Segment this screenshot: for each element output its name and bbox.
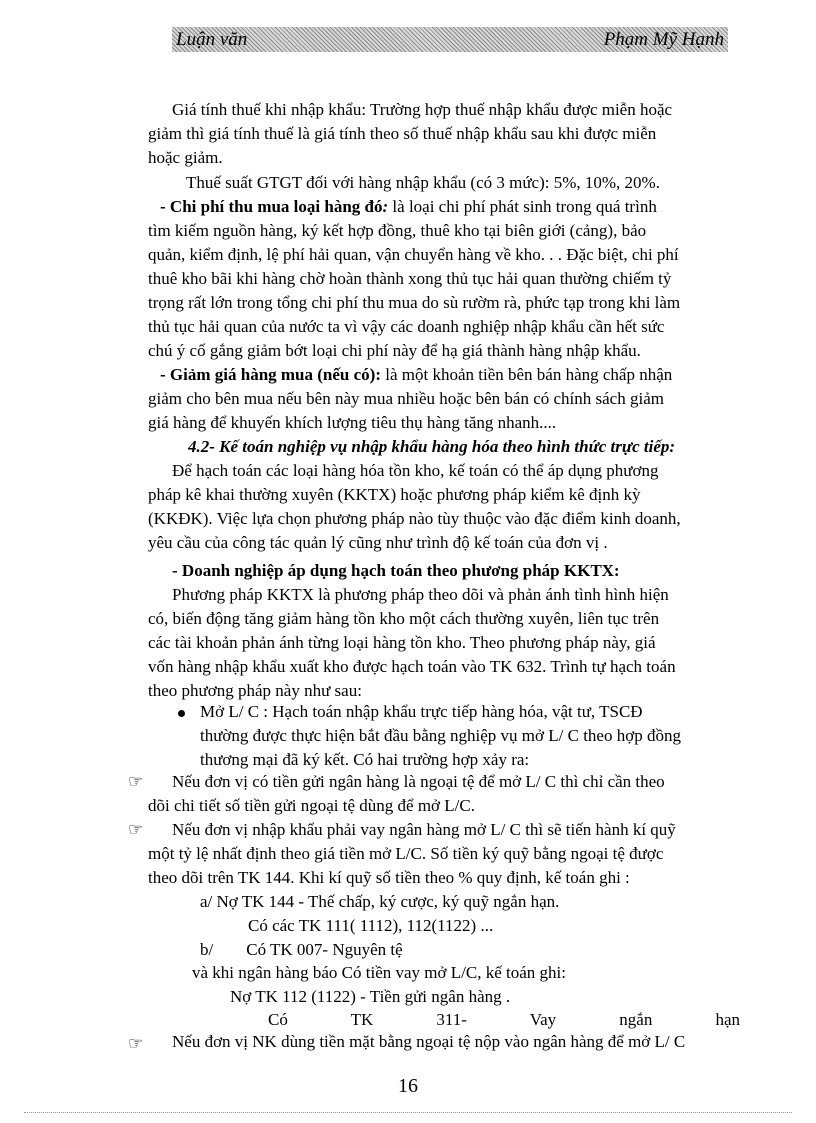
line: Giá tính thuế khi nhập khẩu: Trường hợp thuế nhập khẩu được miễn hoặc	[172, 100, 673, 119]
line: giá hàng để khuyến khích lượng tiêu thụ hàng tăng nhanh....	[148, 413, 557, 432]
line: trọng rất lớn trong tổng chi phí thu mua do sù rườm rà, phức tạp trong khi làm	[148, 293, 681, 312]
subsection-heading: - Doanh nghiệp áp dụng hạch toán theo phương pháp KKTX:	[172, 561, 620, 580]
line-rest: là loại chi phí phát sinh trong quá trình	[388, 197, 657, 216]
line: Thuế suất GTGT đối với hàng nhập khẩu (có 3 mức): 5%, 10%, 20%.	[186, 173, 660, 192]
entry-line: Nợ TK 112 (1122) - Tiền gửi ngân hàng .	[230, 987, 511, 1006]
line: thuê kho bãi khi hàng chờ hoàn thành xong thủ tục hải quan thường chiếm tỷ	[148, 269, 672, 288]
line: thương mại đã ký kết. Có hai trường hợp xảy ra:	[200, 750, 530, 769]
line: thường được thực hiện bắt đầu bằng nghiệp vụ mở L/ C theo hợp đồng	[200, 726, 681, 745]
bullet-icon	[178, 710, 185, 717]
entry-line: a/ Nợ TK 144 - Thế chấp, ký cược, ký quỹ ngắn hạn.	[200, 892, 560, 911]
line: Để hạch toán các loại hàng hóa tồn kho, kế toán có thể áp dụng phương	[172, 461, 659, 480]
pointing-hand-icon: ☞	[128, 820, 144, 839]
line: vốn hàng nhập khẩu xuất kho được hạch toán vào TK 632. Trình tự hạch toán	[148, 657, 676, 676]
pointing-hand-icon: ☞	[128, 1034, 144, 1053]
line: giảm thì giá tính thuế là giá tính theo số thuế nhập khẩu sau khi được miễn	[148, 124, 657, 143]
bold-heading: - Chi phí thu mua loại hàng đó	[160, 197, 383, 216]
line: một tỷ lệ nhất định theo giá tiền mở L/C. Số tiền ký quỹ bằng ngoại tệ được	[148, 844, 664, 863]
line: các tài khoản phản ánh từng loại hàng tồn kho. Theo phương pháp này, giá	[148, 633, 656, 652]
line	[160, 363, 672, 387]
pointing-hand-icon: ☞	[128, 772, 144, 791]
entry-label: b/	[200, 940, 214, 959]
line	[160, 195, 657, 219]
entry-line	[200, 938, 403, 962]
line: theo phương pháp này như sau:	[148, 681, 362, 700]
line: Nếu đơn vị có tiền gửi ngân hàng là ngoại tệ để mở L/ C thì chỉ cần theo	[172, 772, 665, 791]
line: hoặc giảm.	[148, 148, 223, 167]
entry-line: Có các TK 111( 1112), 112(1122) ...	[248, 916, 494, 935]
line: giảm cho bên mua nếu bên này mua nhiều hoặc bên bán có chính sách giảm	[148, 389, 664, 408]
entry-line: và khi ngân hàng báo Có tiền vay mở L/C, kế toán ghi:	[192, 963, 566, 982]
header-left: Luận văn	[176, 28, 248, 50]
entry-text: Có TK 007- Nguyên tệ	[246, 940, 403, 959]
page-divider	[24, 1112, 792, 1113]
line: pháp kê khai thường xuyên (KKTX) hoặc phương pháp kiểm kê định kỳ	[148, 485, 641, 504]
line: theo dõi trên TK 144. Khi kí quỹ số tiền theo % quy định, kế toán ghi :	[148, 868, 630, 887]
line: Nếu đơn vị NK dùng tiền mặt bằng ngoại tệ nộp vào ngân hàng để mở L/ C	[172, 1032, 686, 1051]
line: có, biến động tăng giảm hàng tồn kho một cách thường xuyên, liên tục trên	[148, 609, 660, 628]
header-right: Phạm Mỹ Hạnh	[603, 28, 724, 50]
line: thủ tục hải quan của nước ta vì vậy các doanh nghiệp nhập khẩu cần hết sức	[148, 317, 665, 336]
line: Phương pháp KKTX là phương pháp theo dõi và phản ánh tình hình hiện	[172, 585, 669, 604]
line: dõi chi tiết số tiền gửi ngoại tệ dùng để mở L/C.	[148, 796, 475, 815]
entry-line: Có TK 311- Vay ngắn hạn	[268, 1010, 740, 1029]
line: (KKĐK). Việc lựa chọn phương pháp nào tùy thuộc vào đặc điểm kinh doanh,	[148, 509, 681, 528]
bold-heading: - Giảm giá hàng mua (nếu có):	[160, 365, 381, 384]
line: tìm kiếm nguồn hàng, ký kết hợp đồng, thuê kho tại biên giới (cảng), bảo	[148, 221, 647, 240]
line: yêu cầu của công tác quản lý cũng như trình độ kế toán của đơn vị .	[148, 533, 608, 552]
line: quản, kiểm định, lệ phí hải quan, vận chuyển hàng về kho. . . Đặc biệt, chi phí	[148, 245, 679, 264]
colon: :	[382, 197, 389, 216]
line: chú ý cố gắng giảm bớt loại chi phí này để hạ giá thành hàng nhập khẩu.	[148, 341, 641, 360]
page-number: 16	[398, 1075, 418, 1097]
section-heading: 4.2- Kế toán nghiệp vụ nhập khẩu hàng hóa theo hình thức trực tiếp:	[188, 437, 676, 456]
line: Nếu đơn vị nhập khẩu phải vay ngân hàng mở L/ C thì sẽ tiến hành kí quỹ	[172, 820, 676, 839]
line-rest: là một khoản tiền bên bán hàng chấp nhận	[381, 365, 673, 384]
page-header	[172, 27, 728, 52]
line: Mở L/ C : Hạch toán nhập khẩu trực tiếp hàng hóa, vật tư, TSCĐ	[200, 702, 643, 721]
